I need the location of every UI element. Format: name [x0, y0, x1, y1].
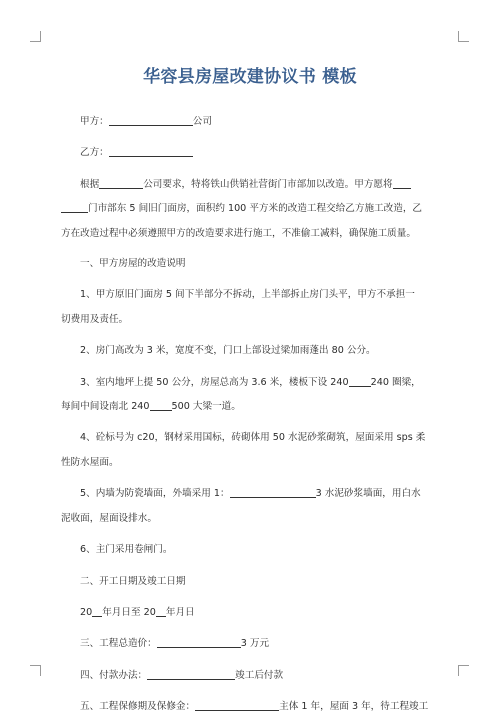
crop-mark-top-right — [458, 31, 469, 42]
dates-line — [61, 601, 447, 625]
crop-mark-bottom-left — [30, 665, 41, 676]
item-3-text-3: 每间中间设南北 240 — [61, 401, 150, 413]
intro-blank-1 — [99, 177, 143, 189]
document-body — [61, 110, 447, 727]
dates-text-3: 年月日 — [165, 606, 195, 618]
intro-text-2: 公司要求，特将铁山供销社营街门市部加以改造。甲方愿将 — [143, 178, 393, 190]
section-5-blank — [195, 699, 279, 711]
section-3-suffix: 3 万元 — [240, 638, 270, 650]
dates-text-1: 20 — [80, 606, 93, 618]
dates-blank-2 — [156, 605, 166, 617]
item-4 — [61, 426, 447, 475]
section-3-label: 三、工程总造价： — [80, 638, 157, 650]
document-title: 华容县房屋改建协议书 模板 — [143, 67, 357, 87]
item-3-text-1: 3、室内地坪上提 50 公分，房屋总高为 3.6 米，楼板下设 240 — [80, 376, 349, 388]
dates-blank-1 — [92, 605, 102, 617]
item-3-blank-2 — [150, 399, 172, 411]
party-b-blank — [109, 145, 193, 157]
item-2: 2、房门高改为 3 米，宽度不变，门口上部设过梁加雨蓬出 80 公分。 — [80, 345, 376, 357]
item-6: 6、主门采用卷闸门。 — [80, 544, 173, 556]
item-5 — [61, 482, 447, 531]
item-3 — [61, 371, 447, 420]
intro-blank-2 — [393, 177, 411, 189]
intro-text-3: 门市部东 5 间旧门面房，面积约 100 平方米的改造工程交给乙方施工改造，乙 — [88, 203, 423, 215]
item-1-line-1: 1、甲方原旧门面房 5 间下半部分不拆动，上半部拆止房门头平，甲方不承担一 — [80, 289, 415, 301]
crop-mark-bottom-right — [458, 665, 469, 676]
section-5-line — [61, 695, 447, 719]
section-4-line — [61, 664, 447, 688]
section-4-blank — [147, 668, 235, 680]
item-3-blank-1 — [349, 375, 371, 387]
party-b-line — [61, 141, 447, 165]
section-1-heading: 一、甲方房屋的改造说明 — [80, 258, 186, 270]
party-a-label: 甲方： — [80, 116, 109, 127]
item-3-text-4: 500 大梁一道。 — [171, 401, 241, 413]
item-5-text-1: 5、内墙为防瓷墙面，外墙采用 1： — [80, 488, 230, 500]
item-3-text-2: 240 圈梁， — [370, 376, 421, 388]
section-3-blank — [157, 636, 241, 648]
party-a-suffix: 公司 — [192, 116, 212, 127]
section-5-label: 五、工程保修期及保修金： — [80, 701, 196, 713]
section-4-label: 四、付款办法： — [80, 669, 148, 681]
intro-text-1: 根据 — [80, 178, 100, 190]
section-5-suffix: 主体 1 年，屋面 3 年，待工程竣工 — [279, 701, 429, 713]
section-2-heading: 二、开工日期及竣工日期 — [80, 575, 186, 587]
item-5-blank — [230, 486, 316, 498]
intro-text-4: 方在改造过程中必须遵照甲方的改造要求进行施工，不准偷工减料，确保施工质量。 — [61, 227, 416, 239]
item-1 — [61, 283, 447, 332]
party-a-line — [61, 110, 447, 134]
section-3-line — [61, 632, 447, 656]
party-a-blank — [109, 114, 193, 126]
intro-paragraph — [61, 173, 447, 246]
dates-text-2: 年月日至 20 — [102, 606, 156, 618]
item-4-line-2: 性防水屋面。 — [61, 456, 119, 468]
party-b-label: 乙方： — [80, 147, 109, 159]
intro-blank-3 — [61, 201, 88, 213]
item-4-line-1: 4、砼标号为 c20，钢材采用国标，砖砌体用 50 水泥砂浆砌筑，屋面采用 sps 柔 — [80, 432, 426, 444]
crop-mark-top-left — [30, 31, 41, 42]
item-5-line-2: 泥收面，屋面设排水。 — [61, 512, 157, 524]
item-5-text-2: 3 水泥砂浆墙面，用白水 — [315, 488, 421, 500]
item-1-line-2: 切费用及责任。 — [61, 313, 129, 325]
section-4-suffix: 竣工后付款 — [235, 669, 284, 681]
